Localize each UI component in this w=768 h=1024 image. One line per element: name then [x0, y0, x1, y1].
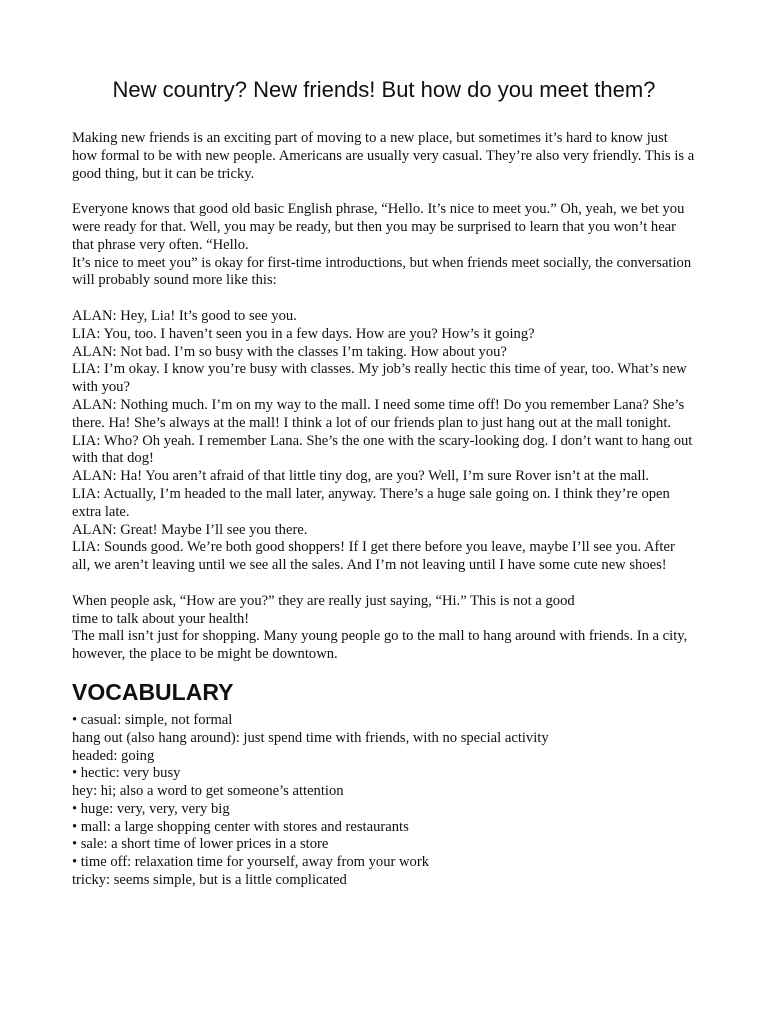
vocabulary-item: hey: hi; also a word to get someone’s attention: [72, 783, 344, 800]
dialogue-line: LIA: Actually, I’m headed to the mall later, anyway. There’s a huge sale going on. I think they’re open extra late.: [72, 485, 670, 520]
dialogue-line: ALAN: Not bad. I’m so busy with the classes I’m taking. How about you?: [72, 343, 507, 360]
closing-paragraph: The mall isn’t just for shopping. Many young people go to the mall to hang around with friends. In a city, however, the place to be might be downtown.: [72, 628, 688, 663]
vocabulary-item: • hectic: very busy: [72, 765, 181, 782]
vocabulary-item: hang out (also hang around): just spend time with friends, with no special activity: [72, 729, 549, 746]
closing-paragraph: When people ask, “How are you?” they are really just saying, “Hi.” This is not a good: [72, 592, 575, 609]
dialogue-line: LIA: You, too. I haven’t seen you in a few days. How are you? How’s it going?: [72, 325, 535, 342]
vocabulary-item: • time off: relaxation time for yourself, away from your work: [72, 854, 430, 871]
vocabulary-item: headed: going: [72, 747, 155, 764]
dialogue: [72, 308, 696, 575]
dialogue-line: ALAN: Great! Maybe I’ll see you there.: [72, 521, 308, 538]
intro-paragraph: Everyone knows that good old basic English phrase, “Hello. It’s nice to meet you.” Oh, yeah, we bet you were ready for that. Well, you may be ready, but then you may be surprised to learn that you won’t hear that phrase very often. “Hello.: [72, 201, 685, 253]
vocabulary-list: [72, 712, 696, 890]
page-title: New country? New friends! But how do you meet them?: [112, 77, 656, 102]
dialogue-line: LIA: I’m okay. I know you’re busy with classes. My job’s really hectic this time of year, too. What’s new with you?: [72, 361, 687, 396]
vocabulary-item: • mall: a large shopping center with stores and restaurants: [72, 818, 409, 835]
intro-paragraph: It’s nice to meet you” is okay for first-time introductions, but when friends meet socially, the conversation will probably sound more like this:: [72, 254, 692, 289]
vocabulary-item: • sale: a short time of lower prices in a store: [72, 836, 329, 853]
intro-paragraph: Making new friends is an exciting part of moving to a new place, but sometimes it’s hard to know just how formal to be with new people. Americans are usually very casual. They’re also very friendly. This is a good thing, but it can be tricky.: [72, 130, 695, 182]
vocabulary-item: tricky: seems simple, but is a little complicated: [72, 872, 347, 889]
article-body: [72, 130, 696, 890]
dialogue-line: LIA: Who? Oh yeah. I remember Lana. She’s the one with the scary-looking dog. I don’t want to hang out with that dog!: [72, 432, 693, 467]
vocabulary-item: • casual: simple, not formal: [72, 711, 233, 728]
vocabulary-heading: VOCABULARY: [72, 678, 234, 705]
closing-paragraph: time to talk about your health!: [72, 610, 250, 627]
dialogue-line: ALAN: Ha! You aren’t afraid of that little tiny dog, are you? Well, I’m sure Rover isn’t at the mall.: [72, 468, 650, 485]
dialogue-line: ALAN: Hey, Lia! It’s good to see you.: [72, 307, 297, 324]
vocabulary-item: • huge: very, very, very big: [72, 800, 230, 817]
dialogue-line: LIA: Sounds good. We’re both good shoppers! If I get there before you leave, maybe I’ll see you. After all, we aren’t leaving until we see all the sales. And I’m not leaving until I have some cute new shoes!: [72, 539, 675, 574]
dialogue-line: ALAN: Nothing much. I’m on my way to the mall. I need some time off! Do you remember Lana? She’s there. Ha! She’s always at the mall! I think a lot of our friends plan to just hang out at the mall tonight.: [72, 396, 685, 431]
